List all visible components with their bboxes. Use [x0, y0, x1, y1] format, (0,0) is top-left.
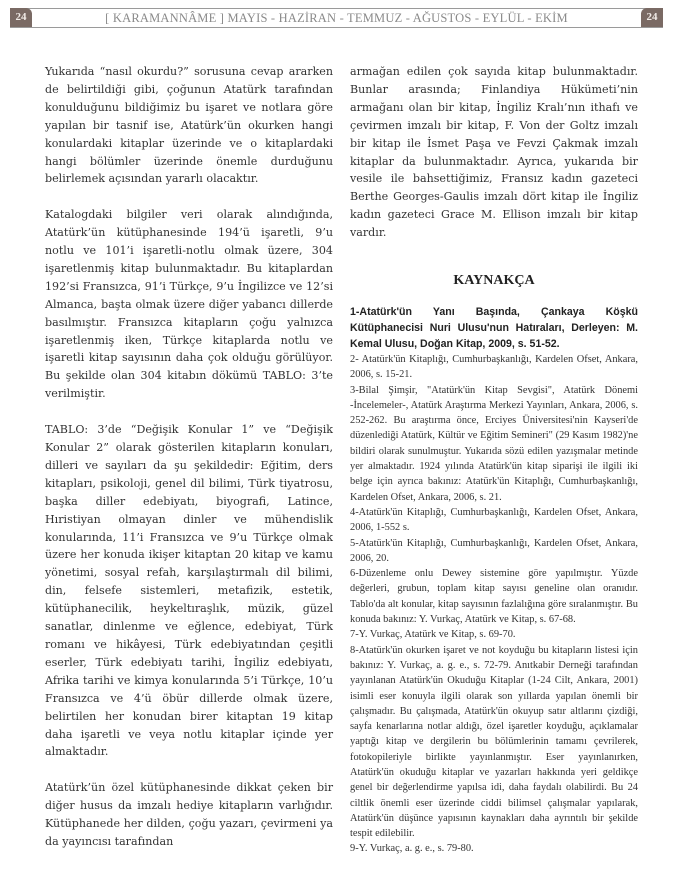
- running-header-title: [ KARAMANNÂME ] MAYIS - HAZİRAN - TEMMUZ - AĞUSTOS - EYLÜL - EKİM: [105, 11, 568, 25]
- body-paragraph: Atatürk’ün özel kütüphanesinde dikkat çeken bir diğer husus da imzalı hediye kitapların varlığıdır. Kütüphanede her dilden, çoğu yazarı, çevirmeni ya da yayıncısı tarafından: [45, 781, 333, 848]
- reference-item: 2- Atatürk'ün Kitaplığı, Cumhurbaşkanlığı, Kardelen Ofset, Ankara, 2006, s. 15-21.: [350, 353, 638, 381]
- reference-item: 4-Atatürk'ün Kitaplığı, Cumhurbaşkanlığı, Kardelen Ofset, Ankara, 2006, 1-552 s.: [350, 506, 638, 534]
- body-paragraph: armağan edilen çok sayıda kitap bulunmaktadır. Bunlar arasında; Finlandiya Hükümeti’nin armağanı olan bir kitap, İngiliz Kralı’nın ithafı ve çevirmen imzalı bir kitap, F. Von der Goltz imzalı bir kitap ile İsmet Paşa ve Fevzi Çakmak imzalı kitaplar da bulunmaktadır. Ayrıca, yukarıda bir vesile ile bahsettiğimiz, Fransız kadın gazeteci Berthe Georges-Gaulis imzalı dört kitap ile İngiliz kadın gazeteci Grace M. Ellison imzalı bir kitap vardır.: [350, 65, 638, 240]
- reference-item: 1-Atatürk'ün Yanı Başında, Çankaya Köşkü Kütüphanecisi Nuri Ulusu'nun Hatıraları, Derleyen: M. Kemal Ulusu, Doğan Kitap, 2009, s. 51-52.: [350, 305, 638, 350]
- body-paragraph: Katalogdaki bilgiler veri olarak alındığında, Atatürk’ün kütüphanesinde 194’ü işaretli, 9’u notlu ve 101’i işaretli-notlu olmak üzere, 304 işaretlenmiş kitap bulunmaktadır. Bu kitaplardan 192’si Fransızca, 91’i Türkçe, 9’u İngilizce ve 12’si Almanca, başta olmak üzere diğer yabancı dillerde basılmıştır. Fransızca kitapların çoğu yalnızca işaretlenmiş iken, Türkçe kitaplarda notlu ve işaretli kitap sayısının daha çok olduğu görülüyor. Bu şekilde olan 304 kitabın dökümü TABLO: 3’te verilmiştir.: [45, 208, 333, 401]
- page-header: [10, 8, 663, 28]
- reference-item: 6-Düzenleme onlu Dewey sistemine göre yapılmıştır. Yüzde değerleri, grubun, toplam kitap sayısı geneline olan oranıdır. Tablo'da alt konular, kitap sayısının fazlalığına göre sıralanmıştır. Bu konuda bakınız: Y. Vurkaç, Atatürk ve Kitap, s. 67-68.: [350, 568, 638, 626]
- references-heading: KAYNAKÇA: [453, 273, 535, 289]
- reference-item: 3-Bilal Şimşir, "Atatürk'ün Kitap Sevgisi", Atatürk Dönemi -İncelemeler-, Atatürk Araştırma Merkezi Yayınları, Ankara, 2006, s. 252-262. Bu araştırma önce, Erciyes Üniversitesi'nin Kayseri'de düzenlediği Atatürk, Kültür ve Eğitim Semineri" (29 Kasım 1982)'ne bildiri olarak sunulmuştur. Yukarıda sözü edilen yazışmalar metinde yer almaktadır. 1924 yılında Atatürk'ün kitap siparişi ile ilgili iki belge için ayrıca bakınız: Atatürk'ün Kitaplığı, Cumhurbaşkanlığı, Kardelen Ofset, Ankara, 2006, s. 21.: [350, 384, 638, 503]
- reference-item: 9-Y. Vurkaç, a. g. e., s. 79-80.: [350, 843, 474, 855]
- page-number-left: 24: [10, 8, 32, 27]
- left-column: [45, 63, 333, 869]
- reference-item: 8-Atatürk'ün okurken işaret ve not koyduğu bu kitapların listesi için bakınız: Y. Vurkaç, a. g. e., s. 72-79. Anıtkabir Derneği tarafından yayınlanan Atatürk'ün Okuduğu Kitaplar (1-24 Cilt, Ankara, 2001) isimli eser konuyla ilgili olarak son yıllarda yapılan önemli bir çalışmadır. Bu çalışmada, Atatürk'ün okuyup satır altlarını çizdiği, sayfa kenarlarına notlar aldığı, özel işaretler koyduğu, açıklamalar yaptığı kitap ve dergilerin bu bölümlerinin tamamı çevrilerek, fotokopileriyle birlikte yayınlanmıştır. Eser yayınlanırken, Atatürk'ün okuduğu kitaplar ve yazarları hakkında yeri geldikçe genel bir değerlendirme yapılsa idi, daha faydalı olabilirdi. Bu 24 ciltlik önemli eser üzerinde ciddi bilimsel çalışmalar yapılarak, Atatürk'ün düşünce yapısının kaynakları daha ayrıntılı bir şekilde tespit edilebilir.: [350, 644, 638, 840]
- body-paragraph: TABLO: 3’de “Değişik Konular 1” ve “Değişik Konular 2” olarak gösterilen kitapların konuları, dilleri ve sayıları da şu şekildedir: Eğitim, ders kitapları, psikoloji, genel dil bilimi, Türk tiyatrosu, başka diller edebiyatı, biyografi, Latince, Hıristiyan olmayan dinler ve mühendislik konularında, 11’i Fransızca ve 9’u Türkçe olmak üzere her konuda ikişer kitaptan 20 kitap ve kamu yönetimi, sosyal refah, karşılaştırmalı dil bilimi, din, felsefe sistemleri, metafizik, estetik, kütüphanecilik, heykeltıraşlık, müzik, güzel sanatlar, dinlenme ve eğlence, edebiyat, Türk romanı ve hikâyesi, Türk edebiyatından çeşitli eserler, Türk edebiyatı tarihi, İngiliz edebiyatı, Afrika tarihi ve kimya konularında 5’i Türkçe, 10’u Fransızca ve 4’ü öbür dillerde olmak üzere, belirtilen her konudan birer kitaptan 19 kitap daha işaretli ve veya notlu kitaplar içinde yer almaktadır.: [45, 423, 333, 759]
- reference-item: 5-Atatürk'ün Kitaplığı, Cumhurbaşkanlığı, Kardelen Ofset, Ankara, 2006, 20.: [350, 537, 638, 564]
- body-paragraph: Yukarıda “nasıl okurdu?” sorusuna cevap ararken de belirtildiği gibi, çoğunun Atatürk tarafından konulduğunu bildiğimiz bu işaret ve notlara göre yapılan bir tasnif ise, Atatürk’ün okurken hangi konulardaki kitaplar üzerinde ve o kitaplardaki hangi bölümler üzerinde önemle durduğunu belirlemek açısından yararlı olacaktır.: [45, 65, 333, 186]
- page-number-right: 24: [641, 8, 663, 27]
- right-column: [350, 63, 638, 857]
- reference-item: 7-Y. Vurkaç, Atatürk ve Kitap, s. 69-70.: [350, 629, 516, 641]
